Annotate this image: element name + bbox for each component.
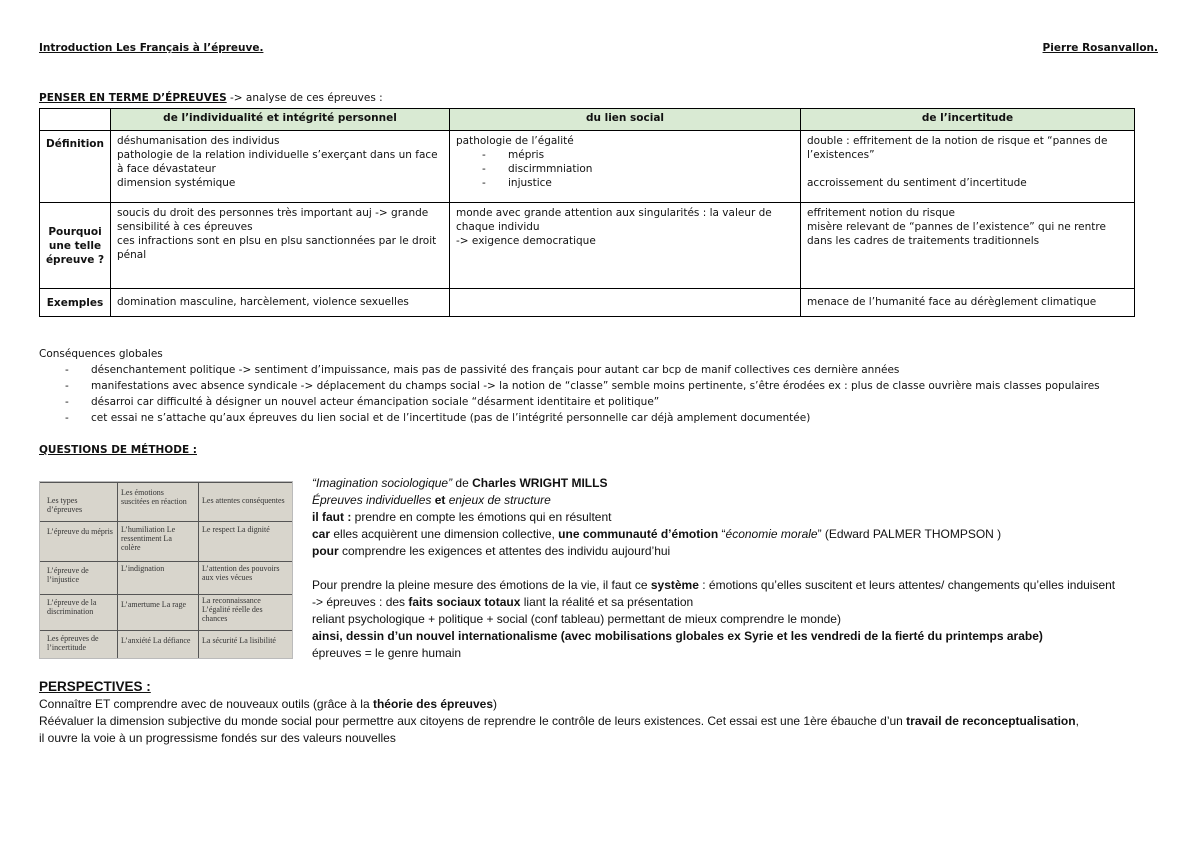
perspectives-title: PERSPECTIVES :	[39, 679, 151, 694]
row-label: Pourquoi une telle épreuve ?	[40, 203, 111, 289]
image-header-cell: Les attentes conséquentes	[202, 496, 285, 505]
section-heading	[39, 91, 383, 105]
image-cell: La sécurité La lisibilité	[202, 636, 276, 645]
text-span: comprendre les exigences et attentes des individu aujourd’hui	[338, 544, 671, 558]
perspectives-line	[39, 713, 1169, 730]
cell-line: effritement notion du risque	[807, 207, 955, 219]
methode-line	[312, 543, 1162, 560]
table-cell	[801, 203, 1135, 289]
text-span: -> épreuves : des	[312, 595, 409, 609]
section-subtitle: -> analyse de ces épreuves :	[226, 92, 383, 104]
scanned-table-image	[39, 481, 293, 659]
table-cell: menace de l’humanité face au dérèglement climatique	[801, 289, 1135, 317]
table-cell	[111, 203, 450, 289]
text-span: : émotions qu’elles suscitent et leurs attentes/ changements qu’elles induisent	[698, 578, 1116, 592]
text-span: économie morale	[725, 527, 818, 541]
cell-line: pathologie de la relation individuelle s’exerçant dans un face à face dévastateur	[117, 149, 438, 175]
image-header-cell: Les émotions suscitées en réaction	[121, 488, 187, 506]
cell-line: double : effritement de la notion de risque et “pannes de l’existences”	[807, 135, 1108, 161]
table-row	[40, 203, 1135, 289]
text-span: pour	[312, 544, 339, 558]
section-title: PENSER EN TERME D’ÉPREUVES	[39, 92, 227, 104]
image-cell: L’indignation	[121, 564, 165, 573]
cell-line: ces infractions sont en plsu en plsu sanctionnées par le droit pénal	[117, 235, 437, 261]
column-header: du lien social	[450, 109, 801, 131]
list-item: - cet essai ne s’attache qu’aux épreuves du lien social et de l’incertitude (pas de l’intégrité personnelle car déjà amplement documentée)	[39, 410, 1169, 426]
text-span: “	[718, 527, 726, 541]
perspectives-text	[39, 696, 1169, 747]
text-span: prendre en compte les émotions qui en résultent	[351, 510, 612, 524]
consequences-block	[39, 346, 1169, 426]
perspectives-line: il ouvre la voie à un progressisme fondés sur des valeurs nouvelles	[39, 731, 396, 745]
cell-line: soucis du droit des personnes très important auj -> grande sensibilité à ces épreuves	[117, 207, 429, 233]
image-cell: L’amertume La rage	[121, 600, 187, 609]
methode-line	[312, 509, 1162, 526]
methode-line: reliant psychologique + politique + social (conf tableau) permettant de mieux comprendre le monde)	[312, 612, 841, 626]
image-cell: L’attention des pouvoirs aux vies vécues	[202, 564, 280, 582]
text-span: car	[312, 527, 331, 541]
image-cell: Les épreuves de l’incertitude	[47, 634, 99, 652]
table-cell	[450, 203, 801, 289]
table-cell	[801, 131, 1135, 203]
image-cell: L’épreuve de la discrimination	[47, 598, 97, 616]
row-label: Exemples	[40, 289, 111, 317]
text-span: une communauté d’émotion	[558, 527, 719, 541]
text-span: il faut :	[312, 510, 352, 524]
text-span: Réévaluer la dimension subjective du monde social pour permettre aux citoyens de reprendre le contrôle de leurs existences. Cet essai est une 1ère ébauche d’un	[39, 714, 907, 728]
list-item: - désenchantement politique -> sentiment d’impuissance, mais pas de passivité des français pour autant car bcp de manif collectives ces dernière années	[39, 362, 1169, 378]
methode-line	[312, 492, 1162, 509]
text-span: ,	[1075, 714, 1079, 728]
cell-list	[456, 148, 794, 190]
text-span: Connaître ET comprendre avec de nouveaux outils (grâce à la	[39, 697, 373, 711]
table-cell	[111, 131, 450, 203]
methode-line	[312, 475, 1162, 492]
cell-line: -> exigence democratique	[456, 235, 596, 247]
column-header: de l’individualité et intégrité personnel	[111, 109, 450, 131]
text-span: ” (Edward PALMER THOMPSON )	[817, 527, 1002, 541]
cell-line: misère relevant de “pannes de l’existence” qui ne rentre dans les cadres de traitements traditionnels	[807, 221, 1106, 247]
cell-line: dimension systémique	[117, 177, 236, 189]
cell-line: accroissement du sentiment d’incertitude	[807, 177, 1027, 189]
methode-text	[312, 475, 1162, 662]
author-name: Pierre Rosanvallon.	[1042, 42, 1158, 54]
list-item: - manifestations avec absence syndicale -> déplacement du champs social -> la notion de “classe” semble moins pertinente, s’être érodées ex : plus de classe ouvrière mais classes populaires	[39, 378, 1169, 394]
methode-line: épreuves = le genre humain	[312, 646, 462, 660]
image-cell: L’humiliation Le ressentiment La colère	[121, 525, 176, 552]
methode-line	[312, 594, 1162, 611]
list-item: - injustice	[456, 176, 794, 190]
text-span: de	[452, 476, 473, 490]
table-header-row	[40, 109, 1135, 131]
text-span: théorie des épreuves	[372, 697, 494, 711]
list-item: - discirmmniation	[456, 162, 794, 176]
text-span: )	[493, 697, 498, 711]
methode-paragraph	[312, 577, 1162, 594]
list-item: - désarroi car difficulté à désigner un nouvel acteur émancipation sociale “désarment identitaire et politique”	[39, 394, 1169, 410]
methode-line	[312, 526, 1162, 543]
column-header: de l’incertitude	[801, 109, 1135, 131]
quote-author: Charles WRIGHT MILLS	[472, 476, 608, 490]
image-cell: L’épreuve du mépris	[47, 527, 113, 536]
table-corner-cell	[40, 109, 111, 131]
cell-line: déshumanisation des individus	[117, 135, 280, 147]
text-span: elles acquièrent une dimension collective,	[330, 527, 559, 541]
list-item: - mépris	[456, 148, 794, 162]
cell-line: pathologie de l’égalité	[456, 135, 574, 147]
table-cell	[450, 131, 801, 203]
cell-line: monde avec grande attention aux singularités : la valeur de chaque individu	[456, 207, 772, 233]
text-span: système	[650, 578, 699, 592]
text-span: liant la réalité et sa présentation	[520, 595, 694, 609]
text-span: enjeux de structure	[448, 493, 551, 507]
table-row	[40, 289, 1135, 317]
text-span: faits sociaux totaux	[408, 595, 521, 609]
image-cell: Le respect La dignité	[202, 525, 270, 534]
text-span: Pour prendre la pleine mesure des émotions de la vie, il faut ce	[312, 578, 651, 592]
table-cell: domination masculine, harcèlement, violence sexuelles	[111, 289, 450, 317]
consequences-list	[39, 362, 1169, 426]
text-span: Épreuves individuelles	[312, 493, 432, 507]
text-span: travail de reconceptualisation	[906, 714, 1076, 728]
epreuves-table	[39, 108, 1135, 317]
document-title: Introduction Les Français à l’épreuve.	[39, 42, 264, 54]
quote-title: “Imagination sociologique”	[312, 476, 453, 490]
image-cell: La reconnaissance L’égalité réelle des chances	[202, 596, 263, 623]
methode-line: ainsi, dessin d’un nouvel internationalisme (avec mobilisations globales ex Syrie et les vendredi de la fierté du printemps arabe)	[312, 629, 1043, 643]
consequences-title: Conséquences globales	[39, 348, 163, 360]
perspectives-line	[39, 696, 1169, 713]
row-label: Définition	[40, 131, 111, 203]
image-cell: L’épreuve de l’injustice	[47, 566, 89, 584]
image-header-cell: Les types d’épreuves	[47, 496, 83, 514]
table-cell	[450, 289, 801, 317]
image-cell: L’anxiété La défiance	[121, 636, 191, 645]
table-row	[40, 131, 1135, 203]
methode-title: QUESTIONS DE MÉTHODE :	[39, 444, 197, 456]
text-span: et	[431, 493, 449, 507]
